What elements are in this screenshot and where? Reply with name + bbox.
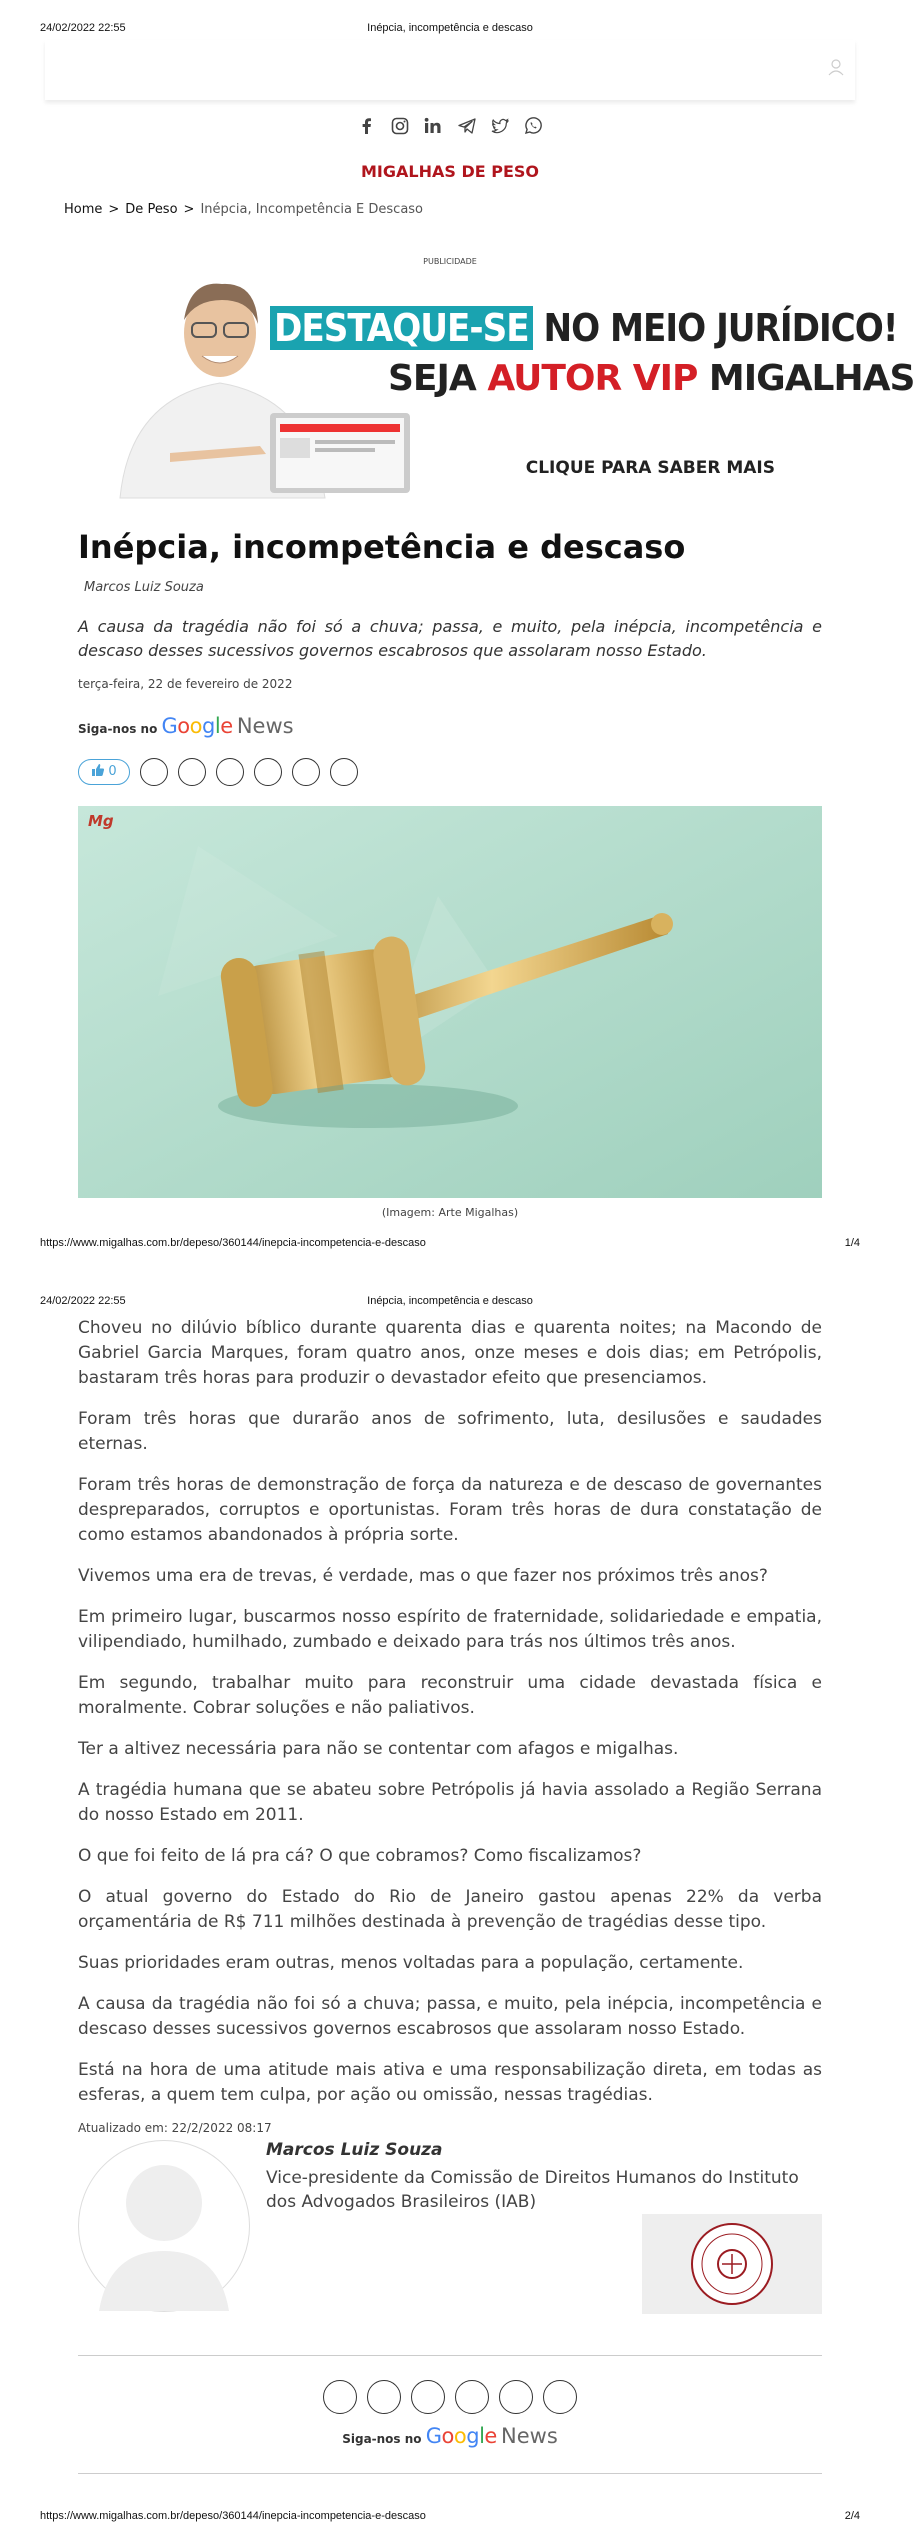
article-paragraph: Em primeiro lugar, buscarmos nosso espírito de fraternidade, solidariedade e empatia, vilipendiado, humilhado, zumbado e deixado para trás nos últimos três anos. bbox=[78, 1607, 822, 1652]
banner-line1: NO MEIO JURÍDICO! bbox=[543, 306, 898, 350]
breadcrumb-current: Inépcia, Incompetência E Descaso bbox=[200, 202, 424, 217]
banner-line2-a: SEJA bbox=[388, 358, 476, 399]
print-title: Inépcia, incompetência e descaso bbox=[367, 1295, 533, 1307]
article-paragraph: A tragédia humana que se abateu sobre Petrópolis já havia assolado a Região Serrana do nosso Estado em 2011. bbox=[78, 1780, 822, 1825]
reaction-button[interactable] bbox=[178, 758, 206, 786]
breadcrumb-depeso[interactable]: De Peso bbox=[125, 202, 178, 217]
linkedin-icon[interactable] bbox=[423, 116, 443, 136]
article-paragraph: Está na hora de uma atitude mais ativa e uma responsabilização direta, em todas as esferas, a quem tem culpa, por ação ou omissão, nessas tragédias. bbox=[78, 2060, 822, 2105]
share-button[interactable] bbox=[367, 2380, 401, 2414]
user-icon[interactable] bbox=[827, 58, 845, 76]
follow-prefix: Siga-nos no bbox=[342, 2432, 422, 2446]
breadcrumb bbox=[64, 202, 423, 217]
google-logo: Google bbox=[161, 714, 233, 738]
section-title[interactable]: MIGALHAS DE PESO bbox=[360, 162, 539, 181]
whatsapp-icon[interactable] bbox=[523, 116, 543, 136]
twitter-icon[interactable] bbox=[490, 116, 510, 136]
reaction-button[interactable] bbox=[292, 758, 320, 786]
breadcrumb-separator: > bbox=[108, 202, 120, 217]
author-bio bbox=[78, 2140, 822, 2310]
banner-line2-b: AUTOR VIP bbox=[487, 358, 698, 399]
share-button[interactable] bbox=[499, 2380, 533, 2414]
seal-icon bbox=[642, 2214, 822, 2314]
share-buttons bbox=[0, 2380, 900, 2414]
follow-prefix: Siga-nos no bbox=[78, 722, 158, 736]
telegram-icon[interactable] bbox=[457, 116, 477, 136]
article-paragraph: O atual governo do Estado do Rio de Janeiro gastou apenas 22% da verba orçamentária de R$ 711 milhões destinada à prevenção de tragédias desse tipo. bbox=[78, 1887, 822, 1932]
share-button[interactable] bbox=[323, 2380, 357, 2414]
bio-description: Vice-presidente da Comissão de Direitos Humanos do Instituto dos Advogados Brasileiros (IAB) bbox=[266, 2168, 799, 2212]
breadcrumb-separator: > bbox=[183, 202, 195, 217]
gavel-illustration bbox=[78, 806, 822, 1198]
print-page-number: 1/4 bbox=[844, 1237, 860, 1249]
ad-banner[interactable] bbox=[90, 268, 914, 498]
banner-cta[interactable]: CLIQUE PARA SABER MAIS bbox=[525, 458, 775, 478]
banner-laptop-illustration bbox=[260, 408, 420, 498]
article-paragraph: Em segundo, trabalhar muito para reconstruir uma cidade devastada física e moralmente. Cobrar soluções e não paliativos. bbox=[78, 1673, 822, 1718]
instagram-icon[interactable] bbox=[390, 116, 410, 136]
article-hero-image bbox=[78, 806, 822, 1198]
like-count: 0 bbox=[108, 764, 117, 779]
news-label: News bbox=[236, 714, 294, 738]
like-button[interactable] bbox=[78, 759, 130, 785]
share-button[interactable] bbox=[543, 2380, 577, 2414]
article-body bbox=[78, 1316, 822, 2141]
iab-seal bbox=[642, 2214, 822, 2314]
author-avatar bbox=[78, 2140, 250, 2312]
image-caption: (Imagem: Arte Migalhas) bbox=[381, 1206, 519, 1219]
ad-label: PUBLICIDADE bbox=[423, 257, 477, 266]
reaction-button[interactable] bbox=[140, 758, 168, 786]
top-bar bbox=[45, 40, 855, 100]
print-footer bbox=[40, 1237, 860, 1249]
print-footer bbox=[40, 2510, 860, 2522]
article-paragraph: Ter a altivez necessária para não se contentar com afagos e migalhas. bbox=[78, 1739, 679, 1759]
google-news-follow[interactable] bbox=[78, 714, 294, 738]
facebook-icon[interactable] bbox=[357, 116, 377, 136]
article-paragraph: Suas prioridades eram outras, menos voltadas para a população, certamente. bbox=[78, 1953, 744, 1973]
reaction-button[interactable] bbox=[216, 758, 244, 786]
article-paragraph: A causa da tragédia não foi só a chuva; passa, e muito, pela inépcia, incompetência e descaso desses sucessivos governos escabrosos que assolaram nosso Estado. bbox=[78, 1994, 822, 2039]
watermark-logo: Mg bbox=[88, 812, 114, 830]
divider bbox=[78, 2473, 822, 2474]
print-url: https://www.migalhas.com.br/depeso/360144/inepcia-incompetencia-e-descaso bbox=[40, 2510, 426, 2522]
bio-author-name[interactable]: Marcos Luiz Souza bbox=[266, 2140, 443, 2160]
banner-highlight: DESTAQUE-SE bbox=[270, 306, 533, 350]
article-author[interactable]: Marcos Luiz Souza bbox=[84, 580, 204, 595]
print-page-number: 2/4 bbox=[844, 2510, 860, 2522]
print-title: Inépcia, incompetência e descaso bbox=[367, 22, 533, 34]
news-label: News bbox=[501, 2424, 558, 2448]
reaction-button[interactable] bbox=[254, 758, 282, 786]
print-date: 24/02/2022 22:55 bbox=[40, 1295, 126, 1307]
article-paragraph: Foram três horas de demonstração de força da natureza e de descaso de governantes despreparados, corruptos e oportunistas. Foram três horas de dura constatação de como estamos abandonados à própria sorte. bbox=[78, 1475, 822, 1545]
reactions-bar bbox=[78, 758, 358, 786]
reaction-button[interactable] bbox=[330, 758, 358, 786]
avatar-placeholder-icon bbox=[79, 2141, 249, 2311]
article-lead: A causa da tragédia não foi só a chuva; passa, e muito, pela inépcia, incompetência e descaso desses sucessivos governos escabrosos que assolaram nosso Estado. bbox=[78, 617, 822, 660]
divider bbox=[78, 2355, 822, 2356]
article-title: Inépcia, incompetência e descaso bbox=[78, 528, 686, 566]
updated-date: Atualizado em: 22/2/2022 08:17 bbox=[78, 2121, 272, 2135]
article-paragraph: Vivemos uma era de trevas, é verdade, mas o que fazer nos próximos três anos? bbox=[78, 1566, 768, 1586]
share-button[interactable] bbox=[411, 2380, 445, 2414]
google-logo: Google bbox=[425, 2424, 497, 2448]
print-url: https://www.migalhas.com.br/depeso/360144/inepcia-incompetencia-e-descaso bbox=[40, 1237, 426, 1249]
article-date: terça-feira, 22 de fevereiro de 2022 bbox=[78, 677, 293, 691]
print-date: 24/02/2022 22:55 bbox=[40, 22, 126, 34]
article-paragraph: O que foi feito de lá pra cá? O que cobramos? Como fiscalizamos? bbox=[78, 1846, 642, 1866]
banner-line2-c: MIGALHAS bbox=[708, 358, 914, 399]
article-paragraph: Foram três horas que durarão anos de sofrimento, luta, desilusões e saudades eternas. bbox=[78, 1409, 822, 1454]
social-links bbox=[0, 115, 900, 136]
share-button[interactable] bbox=[455, 2380, 489, 2414]
thumbs-up-icon bbox=[91, 763, 104, 776]
breadcrumb-home[interactable]: Home bbox=[64, 202, 103, 217]
article-paragraph: Choveu no dilúvio bíblico durante quarenta dias e quarenta noites; na Macondo de Gabriel Garcia Marques, foram quatro anos, onze meses e dois dias; em Petrópolis, bastaram três horas para produzir o devastador efeito que presenciamos. bbox=[78, 1318, 822, 1388]
google-news-follow[interactable] bbox=[0, 2424, 900, 2448]
